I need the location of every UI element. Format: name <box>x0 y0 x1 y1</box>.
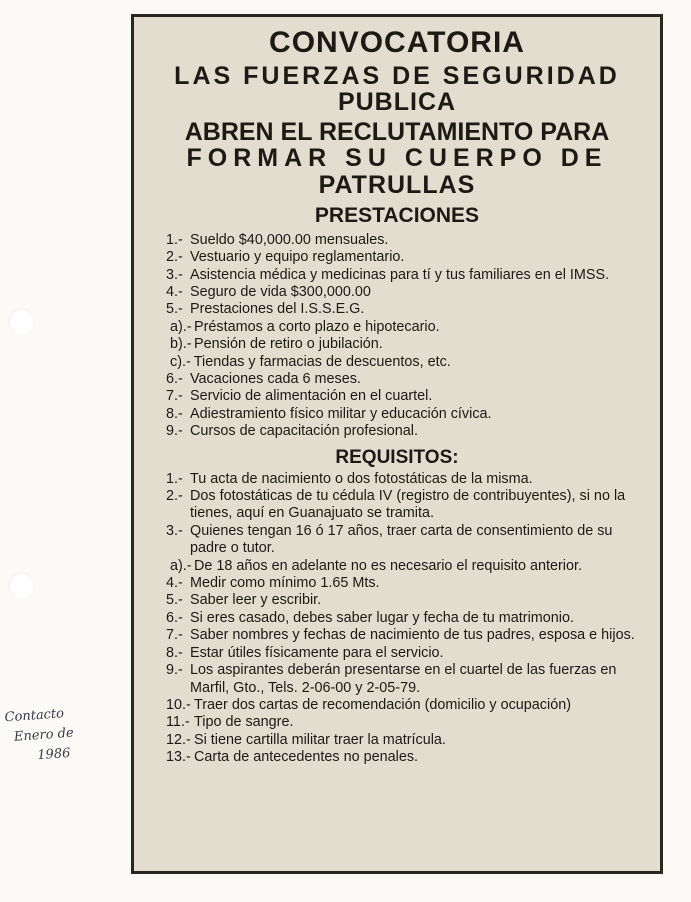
list-subitem <box>166 336 642 353</box>
item-text: Si eres casado, debes saber lugar y fecha de tu matrimonio. <box>190 609 574 626</box>
list-item <box>166 732 642 749</box>
headline-line-3: PUBLICA <box>337 87 457 116</box>
item-text: Vacaciones cada 6 meses. <box>190 371 361 387</box>
headline-convocatoria: CONVOCATORIA <box>269 26 525 59</box>
item-number: 11.- <box>166 714 190 731</box>
item-text: Traer dos cartas de recomendación (domicilio y ocupación) <box>194 696 571 713</box>
item-text: Saber leer y escribir. <box>190 592 322 609</box>
item-text: Tipo de sangre. <box>194 714 294 731</box>
list-item <box>166 627 642 644</box>
list-subitem <box>166 354 642 371</box>
newspaper-clipping <box>131 14 663 874</box>
item-text: Cursos de capacitación profesional. <box>190 423 418 440</box>
prestaciones-list <box>134 232 660 441</box>
handwritten-note <box>4 704 76 769</box>
headline-line-2: LAS FUERZAS DE SEGURIDAD <box>174 61 620 90</box>
item-text: Dos fotostáticas de tu cédula IV (registro de contribuyentes), si no la tienes, aquí en Guanajuato se tramita. <box>190 488 626 522</box>
item-text: Tiendas y farmacias de descuentos, etc. <box>193 353 451 370</box>
item-number: b).- <box>170 336 192 353</box>
item-text: Seguro de vida $300,000.00 <box>190 283 371 300</box>
item-number: 8.- <box>166 405 183 422</box>
note-line: Enero de <box>13 725 75 745</box>
list-item <box>166 423 642 440</box>
item-number: 10.- <box>166 696 191 713</box>
item-number: 8.- <box>166 644 183 661</box>
list-item <box>166 371 642 388</box>
requisitos-title: REQUISITOS: <box>335 446 459 468</box>
item-text: Prestaciones del I.S.S.E.G. <box>190 301 365 318</box>
item-number: 12.- <box>166 731 191 748</box>
item-text: Medir como mínimo 1.65 Mts. <box>190 575 380 592</box>
item-number: 3.- <box>166 522 183 539</box>
item-text: Tu acta de nacimiento o dos fotostáticas de la misma. <box>190 470 533 487</box>
item-text: Los aspirantes deberán presentarse en el cuartel de las fuerzas en Marfil, Gto., Tels. 2-06-00 y 2-05-79. <box>190 662 617 696</box>
item-number: 7.- <box>166 388 183 405</box>
item-text: Si tiene cartilla militar traer la matrícula. <box>194 731 446 748</box>
list-subitem <box>166 319 642 336</box>
item-text: Vestuario y equipo reglamentario. <box>190 249 405 266</box>
list-item <box>166 488 642 523</box>
item-text: Pensión de retiro o jubilación. <box>194 336 383 353</box>
item-number: 5.- <box>166 592 183 609</box>
item-number: 13.- <box>166 749 191 766</box>
list-item <box>166 406 642 423</box>
list-item <box>166 592 642 609</box>
item-number: 4.- <box>166 575 183 592</box>
item-number: 9.- <box>166 662 183 679</box>
list-item <box>166 232 642 249</box>
item-number: 9.- <box>166 423 183 440</box>
item-text: De 18 años en adelante no es necesario el requisito anterior. <box>194 557 583 574</box>
item-number: 3.- <box>166 266 183 283</box>
item-text: Sueldo $40,000.00 mensuales. <box>190 231 389 248</box>
list-item <box>166 249 642 266</box>
item-text: Quienes tengan 16 ó 17 años, traer carta de consentimiento de su padre o tutor. <box>190 522 613 557</box>
binder-hole-bottom <box>8 572 34 598</box>
headline-line-5: FORMAR SU CUERPO DE <box>186 144 608 173</box>
item-text: Servicio de alimentación en el cuartel. <box>190 388 433 405</box>
binder-hole-top <box>8 308 34 334</box>
item-number: 2.- <box>166 249 183 266</box>
list-item <box>166 471 642 488</box>
headline-line-6: PATRULLAS <box>318 170 476 199</box>
list-item <box>166 575 642 592</box>
note-line: Contacto <box>4 706 65 726</box>
item-number: a).- <box>170 557 192 574</box>
item-number: a).- <box>170 318 192 335</box>
item-text: Saber nombres y fechas de nacimiento de tus padres, esposa e hijos. <box>190 627 635 644</box>
list-item <box>166 645 642 662</box>
requisitos-list <box>134 471 660 767</box>
item-text: Adiestramiento físico militar y educación cívica. <box>190 405 492 422</box>
list-item <box>166 267 642 284</box>
item-number: 1.- <box>166 470 183 487</box>
list-item <box>166 610 642 627</box>
item-number: 2.- <box>166 488 183 505</box>
note-line: 1986 <box>36 745 71 764</box>
item-number: 6.- <box>166 371 183 387</box>
item-number: 1.- <box>166 231 183 248</box>
item-number: 4.- <box>166 283 183 300</box>
item-number: 6.- <box>166 609 183 626</box>
item-number: 5.- <box>166 301 183 318</box>
item-text: Estar útiles físicamente para el servicio. <box>190 644 444 661</box>
prestaciones-title: PRESTACIONES <box>314 203 480 227</box>
list-item <box>166 388 642 405</box>
headline-line-4: ABREN EL RECLUTAMIENTO PARA <box>184 118 610 146</box>
list-item <box>166 301 642 318</box>
list-item <box>166 662 642 697</box>
item-text: Préstamos a corto plazo e hipotecario. <box>194 318 440 335</box>
list-item <box>166 749 642 766</box>
item-text: Asistencia médica y medicinas para tí y tus familiares en el IMSS. <box>190 266 610 283</box>
list-item <box>166 697 642 714</box>
item-text: Carta de antecedentes no penales. <box>194 749 419 766</box>
item-number: 7.- <box>166 627 183 644</box>
list-item <box>166 714 642 731</box>
list-item <box>166 523 642 558</box>
item-number: c).- <box>170 353 191 370</box>
list-subitem <box>166 558 642 575</box>
list-item <box>166 284 642 301</box>
